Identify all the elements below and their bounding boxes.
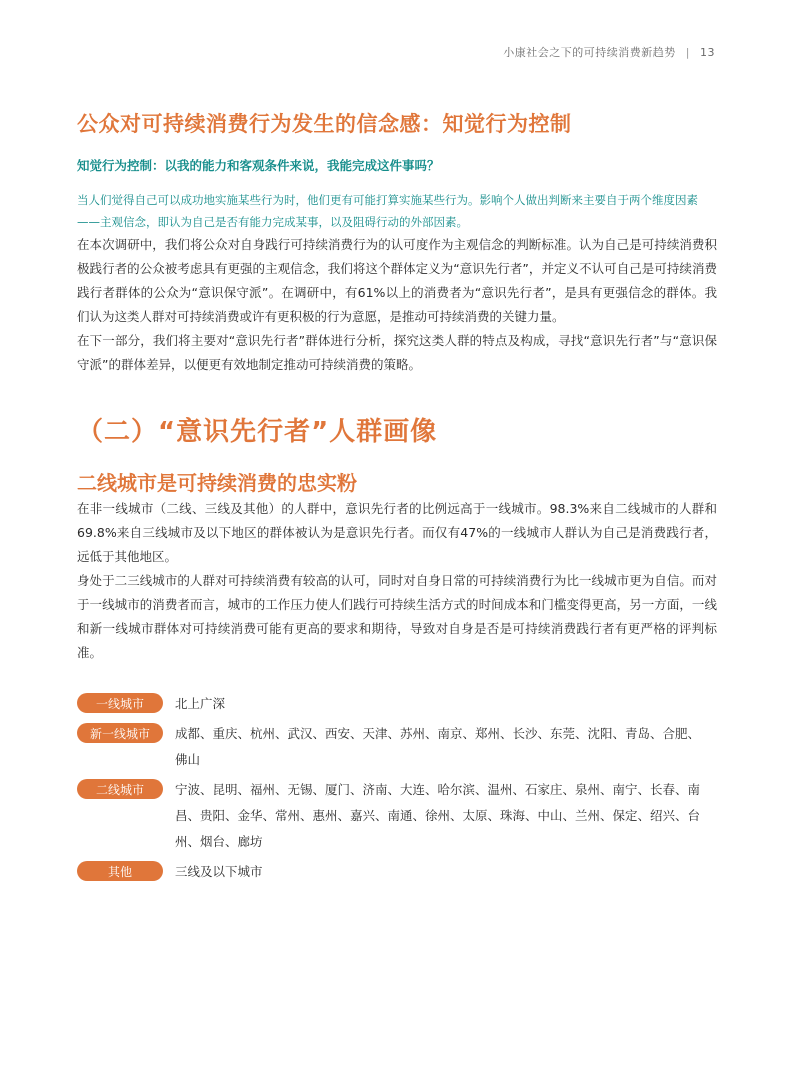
city-tier-row <box>77 777 717 855</box>
tier-label-badge: 其他 <box>77 861 163 881</box>
section-heading: 公众对可持续消费行为发生的信念感：知觉行为控制 <box>77 112 572 136</box>
tier-cities: 三线及以下城市 <box>175 864 263 879</box>
city-tier-row <box>77 691 717 717</box>
header-title: 小康社会之下的可持续消费新趋势 <box>503 46 676 59</box>
tier-cities: 成都、重庆、杭州、武汉、西安、天津、苏州、南京、郑州、长沙、东莞、沈阳、青岛、合肥、佛山 <box>175 726 701 767</box>
tier-label-badge: 新一线城市 <box>77 723 163 743</box>
body-paragraph-4: 身处于二三线城市的人群对可持续消费有较高的认可，同时对自身日常的可持续消费行为比一线城市更为自信。而对于一线城市的消费者而言，城市的工作压力使人们践行可持续生活方式的时间成本和门槛变得更高，另一方面，一线和新一线城市群体对可持续消费可能有更高的要求和期待，导致对自身是否是可持续消费践行者有更严格的评判标准。 <box>77 573 717 660</box>
question-subheading: 知觉行为控制：以我的能力和客观条件来说，我能完成这件事吗？ <box>77 158 440 173</box>
tier-cities: 宁波、昆明、福州、无锡、厦门、济南、大连、哈尔滨、温州、石家庄、泉州、南宁、长春、南昌、贵阳、金华、常州、惠州、嘉兴、南通、徐州、太原、珠海、中山、兰州、保定、绍兴、台州、烟台、廊坊 <box>175 782 701 849</box>
sub-heading: 二线城市是可持续消费的忠实粉 <box>77 471 357 495</box>
page-content <box>77 110 717 889</box>
body-paragraph-2: 在下一部分，我们将主要对“意识先行者”群体进行分析，探究这类人群的特点及构成，寻找“意识先行者”与“意识保守派”的群体差异，以便更有效地制定推动可持续消费的策略。 <box>77 333 717 372</box>
city-tier-row <box>77 721 717 773</box>
tier-label-badge: 一线城市 <box>77 693 163 713</box>
city-tier-list <box>77 691 717 885</box>
tier-label-badge: 二线城市 <box>77 779 163 799</box>
definition-text: 当人们觉得自己可以成功地实施某些行为时，他们更有可能打算实施某些行为。影响个人做出判断来主要自于两个维度因素——主观信念，即认为自己是否有能力完成某事，以及阻碍行动的外部因素。 <box>77 193 698 229</box>
part-heading: （二）“意识先行者”人群画像 <box>77 417 438 447</box>
body-paragraph-1: 在本次调研中，我们将公众对自身践行可持续消费行为的认可度作为主观信念的判断标准。认为自己是可持续消费积极践行者的公众被考虑具有更强的主观信念，我们将这个群体定义为“意识先行者”，并定义不认可自己是可持续消费践行者群体的公众为“意识保守派”。在调研中，有61%以上的消费者为“意识先行者”，是具有更强信念的群体。我们认为这类人群对可持续消费或许有更积极的行为意愿，是推动可持续消费的关键力量。 <box>77 237 717 324</box>
header-separator: | <box>685 45 690 59</box>
tier-cities: 北上广深 <box>175 696 226 711</box>
page-header <box>503 44 715 60</box>
body-paragraph-3: 在非一线城市（二线、三线及其他）的人群中，意识先行者的比例远高于一线城市。98.3%来自二线城市的人群和69.8%来自三线城市及以下地区的群体被认为是意识先行者。而仅有47%的一线城市人群认为自己是消费践行者，远低于其他地区。 <box>77 501 717 564</box>
city-tier-row <box>77 859 717 885</box>
page-number: 13 <box>700 45 715 59</box>
